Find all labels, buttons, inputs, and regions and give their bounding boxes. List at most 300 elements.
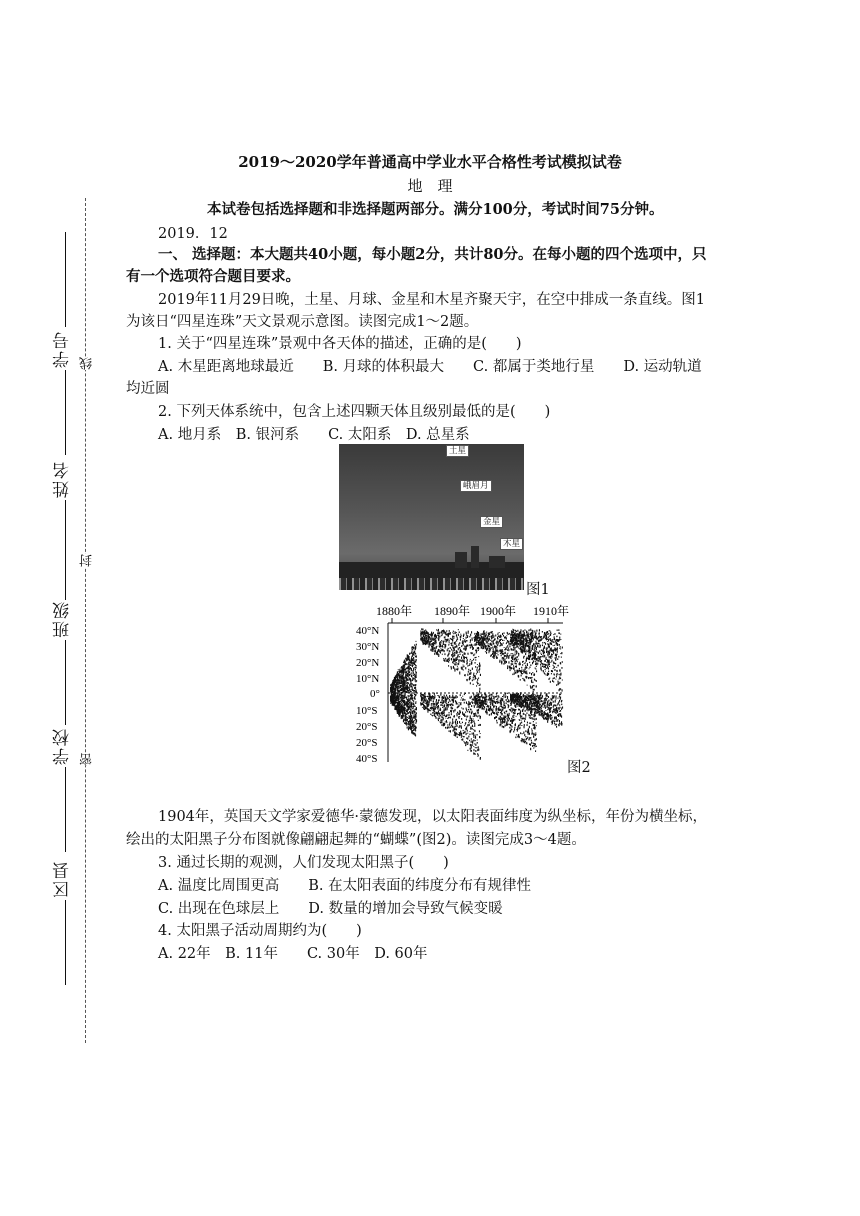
sunspot-mark: [462, 660, 463, 662]
sunspot-mark: [448, 645, 449, 646]
sunspot-mark: [437, 714, 438, 716]
sunspot-mark: [500, 721, 501, 723]
sunspot-mark: [544, 646, 545, 648]
sunspot-mark: [409, 727, 410, 729]
sunspot-mark: [511, 707, 512, 709]
sunspot-mark: [445, 632, 446, 633]
sunspot-mark: [480, 665, 481, 667]
sunspot-mark: [441, 702, 442, 703]
sunspot-mark: [505, 697, 506, 698]
sunspot-mark: [523, 639, 524, 640]
sunspot-mark: [440, 705, 441, 706]
sunspot-mark: [513, 731, 514, 733]
sunspot-mark: [411, 732, 412, 734]
sunspot-mark: [401, 675, 402, 677]
sunspot-mark: [404, 695, 405, 696]
sunspot-mark: [497, 638, 498, 640]
sunspot-mark: [501, 660, 502, 662]
sunspot-mark: [452, 645, 453, 647]
sunspot-mark: [556, 667, 557, 668]
sunspot-mark: [527, 694, 528, 696]
sunspot-mark: [535, 744, 536, 746]
sunspot-mark: [530, 748, 531, 750]
sunspot-mark: [525, 718, 526, 720]
sunspot-mark: [521, 669, 522, 670]
sunspot-mark: [488, 652, 489, 653]
sunspot-mark: [420, 633, 421, 634]
sunspot-mark: [538, 656, 539, 657]
sunspot-mark: [532, 682, 533, 684]
sunspot-mark: [511, 702, 512, 704]
sunspot-mark: [421, 700, 422, 701]
sunspot-mark: [521, 632, 522, 634]
sunspot-mark: [473, 684, 474, 685]
sunspot-mark: [523, 650, 524, 652]
sunspot-mark: [459, 672, 460, 674]
sunspot-mark: [534, 657, 535, 659]
sunspot-mark: [414, 733, 415, 735]
sunspot-mark: [505, 655, 506, 657]
sunspot-mark: [517, 713, 518, 715]
sunspot-mark: [557, 715, 558, 716]
sunspot-mark: [494, 699, 495, 700]
sunspot-mark: [453, 697, 454, 698]
sunspot-mark: [531, 640, 532, 641]
sunspot-mark: [492, 708, 493, 710]
sunspot-mark: [524, 739, 525, 741]
sunspot-mark: [556, 695, 557, 697]
sunspot-mark: [459, 732, 460, 733]
sunspot-mark: [535, 633, 536, 634]
sunspot-mark: [449, 642, 450, 643]
sunspot-mark: [401, 686, 402, 687]
sunspot-mark: [463, 741, 464, 742]
sunspot-mark: [547, 674, 548, 676]
sunspot-mark: [462, 699, 463, 701]
sunspot-mark: [509, 718, 510, 720]
sunspot-mark: [521, 699, 522, 700]
sunspot-mark: [406, 691, 407, 693]
sunspot-mark: [470, 731, 471, 732]
sunspot-mark: [488, 695, 489, 696]
sunspot-mark: [528, 637, 529, 639]
sunspot-mark: [452, 662, 453, 663]
sunspot-mark: [488, 638, 489, 640]
sunspot-mark: [399, 696, 400, 697]
sunspot-mark: [467, 674, 468, 676]
sunspot-mark: [444, 724, 445, 726]
sunspot-mark: [477, 697, 478, 699]
sunspot-mark: [496, 708, 497, 710]
sunspot-mark: [551, 647, 552, 648]
sunspot-mark: [518, 655, 519, 656]
student-id-field[interactable]: [65, 232, 66, 327]
sunspot-mark: [456, 644, 457, 645]
sunspot-mark: [530, 664, 531, 666]
sunspot-mark: [536, 685, 537, 687]
sunspot-mark: [513, 632, 514, 633]
sunspot-mark: [434, 635, 435, 637]
sunspot-mark: [440, 721, 441, 722]
sunspot-mark: [459, 704, 460, 706]
sunspot-mark: [475, 744, 476, 746]
sunspot-mark: [405, 662, 406, 663]
sunspot-mark: [438, 629, 439, 631]
sunspot-mark: [453, 658, 454, 660]
sunspot-mark: [416, 659, 417, 660]
student-id-label: 学号: [53, 330, 73, 368]
sunspot-mark: [412, 696, 413, 698]
sunspot-mark: [432, 715, 433, 716]
sunspot-mark: [551, 654, 552, 656]
school-field[interactable]: [65, 767, 66, 852]
sunspot-mark: [524, 734, 525, 736]
sunspot-mark: [415, 730, 416, 731]
sunspot-mark: [437, 706, 438, 707]
sunspot-scatter: [390, 628, 563, 760]
sunspot-mark: [518, 709, 519, 711]
sunspot-mark: [484, 635, 485, 637]
sunspot-mark: [404, 687, 405, 689]
sunspot-mark: [556, 649, 557, 651]
sunspot-mark: [524, 680, 525, 681]
sunspot-mark: [479, 640, 480, 641]
sunspot-mark: [516, 654, 517, 655]
sunspot-mark: [539, 650, 540, 652]
sunspot-mark: [401, 692, 402, 694]
sunspot-mark: [445, 718, 446, 719]
sunspot-mark: [451, 649, 452, 651]
sunspot-mark: [557, 640, 558, 642]
sunspot-mark: [529, 726, 530, 728]
sunspot-mark: [504, 721, 505, 722]
sunspot-mark: [408, 676, 409, 677]
sunspot-mark: [470, 748, 471, 750]
sunspot-mark: [429, 642, 430, 643]
sunspot-mark: [439, 713, 440, 714]
sunspot-mark: [526, 668, 527, 669]
sunspot-mark: [450, 643, 451, 644]
sunspot-mark: [454, 669, 455, 670]
sunspot-mark: [503, 709, 504, 710]
sunspot-mark: [460, 694, 461, 696]
sunspot-mark: [469, 663, 470, 665]
sunspot-mark: [508, 649, 509, 651]
class-field[interactable]: [65, 640, 66, 725]
sunspot-mark: [521, 646, 522, 648]
sunspot-mark: [452, 708, 453, 709]
sunspot-mark: [458, 644, 459, 646]
sunspot-mark: [409, 700, 410, 701]
sunspot-mark: [402, 679, 403, 680]
sunspot-mark: [512, 635, 513, 637]
sunspot-mark: [464, 659, 465, 661]
sunspot-mark: [527, 722, 528, 724]
sunspot-mark: [519, 663, 520, 664]
sunspot-mark: [399, 695, 400, 696]
sunspot-mark: [456, 725, 457, 727]
sunspot-mark: [415, 701, 416, 702]
question-2-stem: 2. 下列天体系统中，包含上述四颗天体且级别最低的是( ): [158, 404, 551, 420]
sunspot-mark: [540, 660, 541, 662]
sunspot-mark: [423, 700, 424, 702]
sunspot-mark: [490, 706, 491, 708]
sunspot-mark: [469, 734, 470, 735]
sunspot-mark: [407, 683, 408, 684]
sunspot-mark: [462, 655, 463, 656]
sunspot-mark: [552, 717, 553, 719]
sunspot-mark: [513, 655, 514, 657]
sunspot-mark: [560, 673, 561, 675]
district-field[interactable]: [65, 900, 66, 985]
sunspot-mark: [546, 634, 547, 636]
sunspot-mark: [494, 655, 495, 657]
sunspot-mark: [411, 727, 412, 729]
sunspot-mark: [531, 728, 532, 729]
sunspot-mark: [496, 699, 497, 700]
sunspot-mark: [530, 634, 531, 636]
sunspot-mark: [406, 660, 407, 661]
sunspot-mark: [416, 720, 417, 722]
sunspot-mark: [410, 694, 411, 696]
sunspot-mark: [432, 643, 433, 645]
sunspot-mark: [525, 643, 526, 645]
sunspot-mark: [482, 637, 483, 638]
sunspot-mark: [524, 696, 525, 697]
sunspot-mark: [471, 746, 472, 748]
sunspot-mark: [401, 670, 402, 672]
sunspot-mark: [487, 647, 488, 649]
sunspot-mark: [443, 641, 444, 642]
sunspot-mark: [505, 725, 506, 726]
sunspot-mark: [470, 642, 471, 643]
sunspot-mark: [561, 657, 562, 658]
sunspot-mark: [440, 648, 441, 649]
sunspot-mark: [465, 716, 466, 717]
sunspot-mark: [403, 677, 404, 679]
sunspot-mark: [443, 724, 444, 726]
sunspot-mark: [483, 645, 484, 647]
sunspot-mark: [559, 637, 560, 639]
sunspot-mark: [530, 737, 531, 738]
sunspot-mark: [495, 648, 496, 650]
figure-1-photo: [339, 444, 524, 590]
sunspot-mark: [478, 647, 479, 649]
sunspot-mark: [515, 706, 516, 708]
sunspot-mark: [474, 715, 475, 717]
sunspot-mark: [432, 708, 433, 710]
sunspot-mark: [490, 702, 491, 704]
sunspot-mark: [544, 656, 545, 657]
sunspot-mark: [470, 750, 471, 752]
sunspot-mark: [407, 679, 408, 680]
sunspot-mark: [529, 649, 530, 651]
sunspot-mark: [492, 631, 493, 632]
sunspot-mark: [523, 732, 524, 734]
sunspot-mark: [492, 711, 493, 712]
sunspot-mark: [502, 698, 503, 700]
sunspot-mark: [517, 736, 518, 738]
sunspot-mark: [537, 651, 538, 652]
sunspot-mark: [412, 708, 413, 709]
sunspot-mark: [459, 656, 460, 657]
sunspot-mark: [540, 636, 541, 638]
sunspot-mark: [557, 630, 558, 631]
sunspot-mark: [471, 720, 472, 722]
sunspot-mark: [425, 703, 426, 704]
sunspot-mark: [439, 696, 440, 698]
passage-1-cont: 为该日“四星连珠”天文景观示意图。读图完成1～2题。: [126, 314, 479, 330]
sunspot-mark: [423, 709, 424, 710]
sunspot-mark: [514, 719, 515, 721]
sunspot-mark: [415, 669, 416, 670]
sunspot-mark: [536, 670, 537, 672]
sunspot-mark: [448, 717, 449, 719]
sunspot-mark: [507, 721, 508, 723]
sunspot-mark: [406, 705, 407, 707]
sunspot-mark: [411, 660, 412, 661]
sunspot-mark: [411, 692, 412, 694]
sunspot-mark: [500, 709, 501, 711]
sunspot-mark: [534, 718, 535, 720]
sunspot-mark: [480, 674, 481, 676]
sunspot-mark: [507, 667, 508, 669]
sunspot-mark: [416, 680, 417, 682]
sunspot-mark: [506, 702, 507, 704]
sunspot-mark: [503, 694, 504, 696]
sunspot-mark: [413, 690, 414, 692]
district-label: 区县: [53, 860, 73, 898]
sunspot-mark: [503, 635, 504, 637]
sunspot-mark: [458, 734, 459, 735]
sunspot-mark: [547, 634, 548, 635]
sunspot-mark: [411, 689, 412, 690]
sunspot-mark: [501, 711, 502, 713]
sunspot-mark: [416, 672, 417, 673]
sunspot-mark: [476, 700, 477, 702]
sunspot-mark: [428, 646, 429, 648]
sunspot-mark: [426, 637, 427, 639]
name-field[interactable]: [65, 500, 66, 600]
sunspot-mark: [465, 653, 466, 654]
sunspot-mark: [514, 713, 515, 714]
sunspot-mark: [394, 701, 395, 703]
sunspot-mark: [531, 648, 532, 650]
sunspot-mark: [460, 723, 461, 724]
sunspot-mark: [449, 717, 450, 718]
sunspot-mark: [466, 637, 467, 639]
sunspot-mark: [542, 642, 543, 643]
sunspot-mark: [411, 647, 412, 649]
sunspot-mark: [420, 636, 421, 637]
sunspot-mark: [410, 704, 411, 706]
sunspot-mark: [480, 638, 481, 640]
sunspot-mark: [478, 693, 479, 695]
sunspot-mark: [522, 718, 523, 719]
sunspot-mark: [512, 719, 513, 721]
sunspot-mark: [468, 669, 469, 671]
sunspot-mark: [464, 653, 465, 654]
sunspot-mark: [412, 724, 413, 726]
sunspot-mark: [534, 648, 535, 649]
sunspot-mark: [404, 711, 405, 712]
sunspot-mark: [415, 641, 416, 642]
sunspot-mark: [408, 672, 409, 674]
sunspot-mark: [499, 650, 500, 651]
sunspot-mark: [533, 685, 534, 686]
sunspot-mark: [409, 715, 410, 717]
sunspot-mark: [392, 682, 393, 684]
sunspot-mark: [404, 663, 405, 665]
sunspot-mark: [449, 714, 450, 716]
sunspot-mark: [535, 713, 536, 715]
sunspot-mark: [537, 645, 538, 647]
sunspot-mark: [496, 693, 497, 694]
sunspot-mark: [462, 643, 463, 644]
sunspot-mark: [553, 634, 554, 635]
sunspot-mark: [442, 633, 443, 635]
sunspot-mark: [452, 704, 453, 706]
sunspot-mark: [415, 722, 416, 724]
sunspot-mark: [544, 672, 545, 674]
sunspot-mark: [410, 725, 411, 727]
sunspot-mark: [455, 631, 456, 633]
sunspot-mark: [442, 722, 443, 723]
sunspot-mark: [559, 683, 560, 684]
sunspot-mark: [403, 683, 404, 685]
sunspot-mark: [435, 643, 436, 644]
sunspot-mark: [446, 630, 447, 631]
sunspot-mark: [468, 722, 469, 723]
sunspot-mark: [476, 698, 477, 700]
sunspot-mark: [436, 701, 437, 703]
sunspot-mark: [412, 655, 413, 657]
sunspot-mark: [520, 710, 521, 712]
sunspot-mark: [511, 653, 512, 654]
sunspot-mark: [515, 654, 516, 656]
sunspot-mark: [416, 727, 417, 729]
sunspot-mark: [550, 633, 551, 634]
sunspot-mark: [476, 707, 477, 708]
sunspot-mark: [450, 700, 451, 702]
sunspot-mark: [533, 743, 534, 744]
sunspot-mark: [425, 706, 426, 707]
sunspot-mark: [474, 725, 475, 727]
sunspot-mark: [413, 714, 414, 716]
sunspot-mark: [421, 703, 422, 704]
sunspot-mark: [444, 714, 445, 716]
sunspot-mark: [478, 678, 479, 679]
sunspot-mark: [548, 652, 549, 654]
sunspot-mark: [502, 696, 503, 697]
sunspot-mark: [500, 653, 501, 655]
sunspot-mark: [473, 654, 474, 656]
sunspot-mark: [427, 711, 428, 713]
sunspot-mark: [492, 633, 493, 635]
sunspot-mark: [442, 696, 443, 698]
sunspot-mark: [439, 715, 440, 717]
sunspot-mark: [426, 704, 427, 705]
sunspot-mark: [402, 698, 403, 699]
sunspot-mark: [441, 719, 442, 721]
sunspot-mark: [475, 659, 476, 660]
sunspot-mark: [477, 705, 478, 706]
sunspot-mark: [554, 647, 555, 649]
sunspot-mark: [477, 742, 478, 744]
sunspot-mark: [559, 670, 560, 672]
sunspot-mark: [444, 644, 445, 645]
sunspot-mark: [523, 640, 524, 641]
